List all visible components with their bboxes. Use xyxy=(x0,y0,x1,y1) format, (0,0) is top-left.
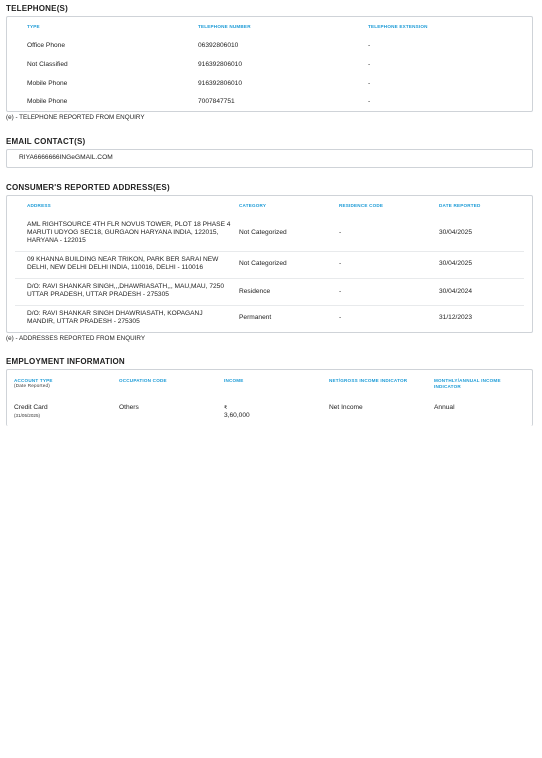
phone-type: Mobile Phone xyxy=(27,80,68,87)
address-residence-code: - xyxy=(339,314,342,321)
phone-number: 916392806010 xyxy=(198,61,243,68)
address-date-reported: 31/12/2023 xyxy=(439,314,473,321)
phone-type: Office Phone xyxy=(27,42,66,49)
phone-extension: - xyxy=(368,42,371,49)
address-text: 09 KHANNA BUILDING NEAR TRIKON, PARK BER SARAI NEW DELHI, NEW DELHI DELHI INDIA, 110016, DELHI - 110016 xyxy=(27,256,219,271)
col-header-category: CATEGORY xyxy=(239,203,267,208)
col-header-telephone-extension: TELEPHONE EXTENSION xyxy=(368,24,428,29)
col-header-date-reported: DATE REPORTED xyxy=(439,203,481,208)
telephone-table xyxy=(6,16,533,112)
row-divider xyxy=(15,251,524,252)
net-gross-value: Net Income xyxy=(329,404,363,411)
address-enquiry-note: (e) - ADDRESSES REPORTED FROM ENQUIRY xyxy=(6,335,146,342)
phone-number: 916392806010 xyxy=(198,80,243,87)
col-header-monthly-annual-indicator: MONTHLY/ANNUAL INCOME INDICATOR xyxy=(434,378,501,389)
employment-table xyxy=(6,369,533,426)
row-divider xyxy=(15,305,524,306)
address-date-reported: 30/04/2025 xyxy=(439,260,473,267)
address-section-title: CONSUMER'S REPORTED ADDRESS(ES) xyxy=(6,183,170,192)
address-category: Residence xyxy=(239,288,271,295)
email-box xyxy=(6,149,533,168)
phone-number: 06392806010 xyxy=(198,42,239,49)
phone-extension: - xyxy=(368,98,371,105)
phone-extension: - xyxy=(368,61,371,68)
col-header-telephone-number: TELEPHONE NUMBER xyxy=(198,24,251,29)
occupation-code-value: Others xyxy=(119,404,139,411)
address-category: Not Categorized xyxy=(239,229,287,236)
employment-account-type xyxy=(14,404,48,420)
phone-number: 7007847751 xyxy=(198,98,235,105)
address-date-reported: 30/04/2025 xyxy=(439,229,473,236)
address-table xyxy=(6,195,533,333)
col-header-net-gross-indicator: NET/GROSS INCOME INDICATOR xyxy=(329,378,408,383)
email-value: RIYA6666666INGeGMAIL.COM xyxy=(19,154,113,161)
address-text: D/O: RAVI SHANKAR SINGH,,,DHAWRIASATH,,, MAU,MAU, 7250 UTTAR PRADESH, UTTAR PRADESH - 275305 xyxy=(27,283,224,298)
col-header-address: ADDRESS xyxy=(27,203,51,208)
phone-type: Mobile Phone xyxy=(27,98,68,105)
income-amount: 3,60,000 xyxy=(224,412,250,419)
address-text: D/O: RAVI SHANKAR SINGH DHAWRIASATH, KOPAGANJ MANDIR, UTTAR PRADESH - 275305 xyxy=(27,310,203,325)
phone-type: Not Classified xyxy=(27,61,68,68)
address-date-reported: 30/04/2024 xyxy=(439,288,473,295)
account-date-reported: (31/05/2025) xyxy=(14,413,41,418)
account-type-value: Credit Card xyxy=(14,404,48,411)
address-residence-code: - xyxy=(339,288,342,295)
col-header-type: TYPE xyxy=(27,24,40,29)
address-residence-code: - xyxy=(339,229,342,236)
address-text: AML RIGHTSOURCE 4TH FLR NOVUS TOWER, PLOT 18 PHASE 4 MARUTI UDYOG SEC18, GURGAON HARYANA INDIA, 122015, HARYANA - 122015 xyxy=(27,221,231,244)
telephone-enquiry-note: (e) - TELEPHONE REPORTED FROM ENQUIRY xyxy=(6,114,145,121)
address-residence-code: - xyxy=(339,260,342,267)
address-category: Permanent xyxy=(239,314,272,321)
col-header-residence-code: RESIDENCE CODE xyxy=(339,203,384,208)
col-header-occupation-code: OCCUPATION CODE xyxy=(119,378,167,383)
date-reported-label: (Date Reported) xyxy=(14,383,50,388)
address-category: Not Categorized xyxy=(239,260,287,267)
email-section-title: EMAIL CONTACT(S) xyxy=(6,137,86,146)
currency-symbol: ₹ xyxy=(224,405,228,411)
row-divider xyxy=(15,278,524,279)
employment-section-title: EMPLOYMENT INFORMATION xyxy=(6,357,125,366)
col-header-account-type xyxy=(14,378,53,388)
phone-extension: - xyxy=(368,80,371,87)
monthly-annual-value: Annual xyxy=(434,404,455,411)
col-header-income: INCOME xyxy=(224,378,244,383)
telephone-section-title: TELEPHONE(S) xyxy=(6,4,68,13)
income-value xyxy=(224,404,250,420)
account-type-label: ACCOUNT TYPE xyxy=(14,378,53,383)
